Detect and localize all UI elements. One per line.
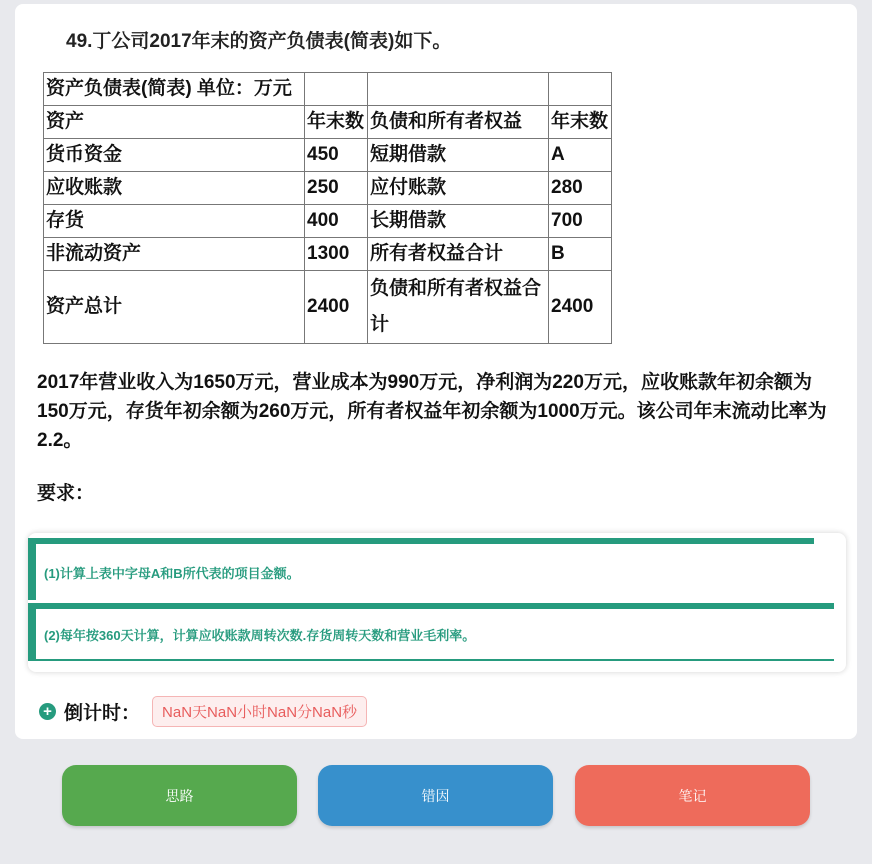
table-cell: 应付账款 <box>368 172 549 205</box>
column-header: 年末数 <box>305 106 368 139</box>
idea-button[interactable]: 思路 <box>62 765 297 826</box>
table-cell <box>368 73 549 106</box>
table-cell <box>549 73 612 106</box>
sub-question-text: (2)每年按360天计算，计算应收账款周转次数.存货周转天数和营业毛利率。 <box>44 627 476 643</box>
column-header: 资产 <box>44 106 305 139</box>
table-cell <box>305 73 368 106</box>
table-cell: 所有者权益合计 <box>368 238 549 271</box>
table-row <box>44 139 612 172</box>
table-row <box>44 73 612 106</box>
table-row <box>44 172 612 205</box>
table-cell: 400 <box>305 205 368 238</box>
column-header: 年末数 <box>549 106 612 139</box>
table-row <box>44 271 612 344</box>
countdown <box>39 696 367 727</box>
requirements-label: 要求： <box>37 483 95 504</box>
column-header: 负债和所有者权益 <box>368 106 549 139</box>
table-cell: 资产总计 <box>44 271 305 344</box>
table-cell: 450 <box>305 139 368 172</box>
notes-button[interactable]: 笔记 <box>575 765 810 826</box>
table-cell: 货币资金 <box>44 139 305 172</box>
countdown-value: NaN天NaN小时NaN分NaN秒 <box>152 696 367 727</box>
table-cell: 长期借款 <box>368 205 549 238</box>
table-cell: 应收账款 <box>44 172 305 205</box>
table-header-row <box>44 106 612 139</box>
error-cause-button[interactable]: 错因 <box>318 765 553 826</box>
table-cell: 负债和所有者权益合计 <box>368 271 549 344</box>
table-cell: 非流动资产 <box>44 238 305 271</box>
table-caption-cell: 资产负债表(简表) 单位：万元 <box>44 73 305 106</box>
table-row <box>44 205 612 238</box>
table-cell: 存货 <box>44 205 305 238</box>
question-card <box>15 4 857 739</box>
table-cell: 1300 <box>305 238 368 271</box>
countdown-label: 倒计时： <box>64 703 141 724</box>
table-row <box>44 238 612 271</box>
table-cell: B <box>549 238 612 271</box>
sub-question-1[interactable] <box>28 538 814 600</box>
sub-question-2[interactable] <box>28 603 834 661</box>
question-description: 2017年营业收入为1650万元，营业成本为990万元，净利润为220万元，应收账款年初余额为150万元，存货年初余额为260万元，所有者权益年初余额为1000万元。该公司年末流动比率为2.2。 <box>37 372 827 451</box>
table-cell: 2400 <box>305 271 368 344</box>
table-cell: 700 <box>549 205 612 238</box>
plus-circle-icon[interactable]: + <box>39 703 56 720</box>
table-cell: A <box>549 139 612 172</box>
table-cell: 280 <box>549 172 612 205</box>
table-cell: 短期借款 <box>368 139 549 172</box>
sub-questions-panel <box>28 533 846 672</box>
table-cell: 250 <box>305 172 368 205</box>
question-title: 49.丁公司2017年末的资产负债表(简表)如下。 <box>66 31 452 52</box>
table-cell: 2400 <box>549 271 612 344</box>
balance-sheet-table <box>43 72 612 344</box>
sub-question-text: (1)计算上表中字母A和B所代表的项目金额。 <box>44 565 300 581</box>
